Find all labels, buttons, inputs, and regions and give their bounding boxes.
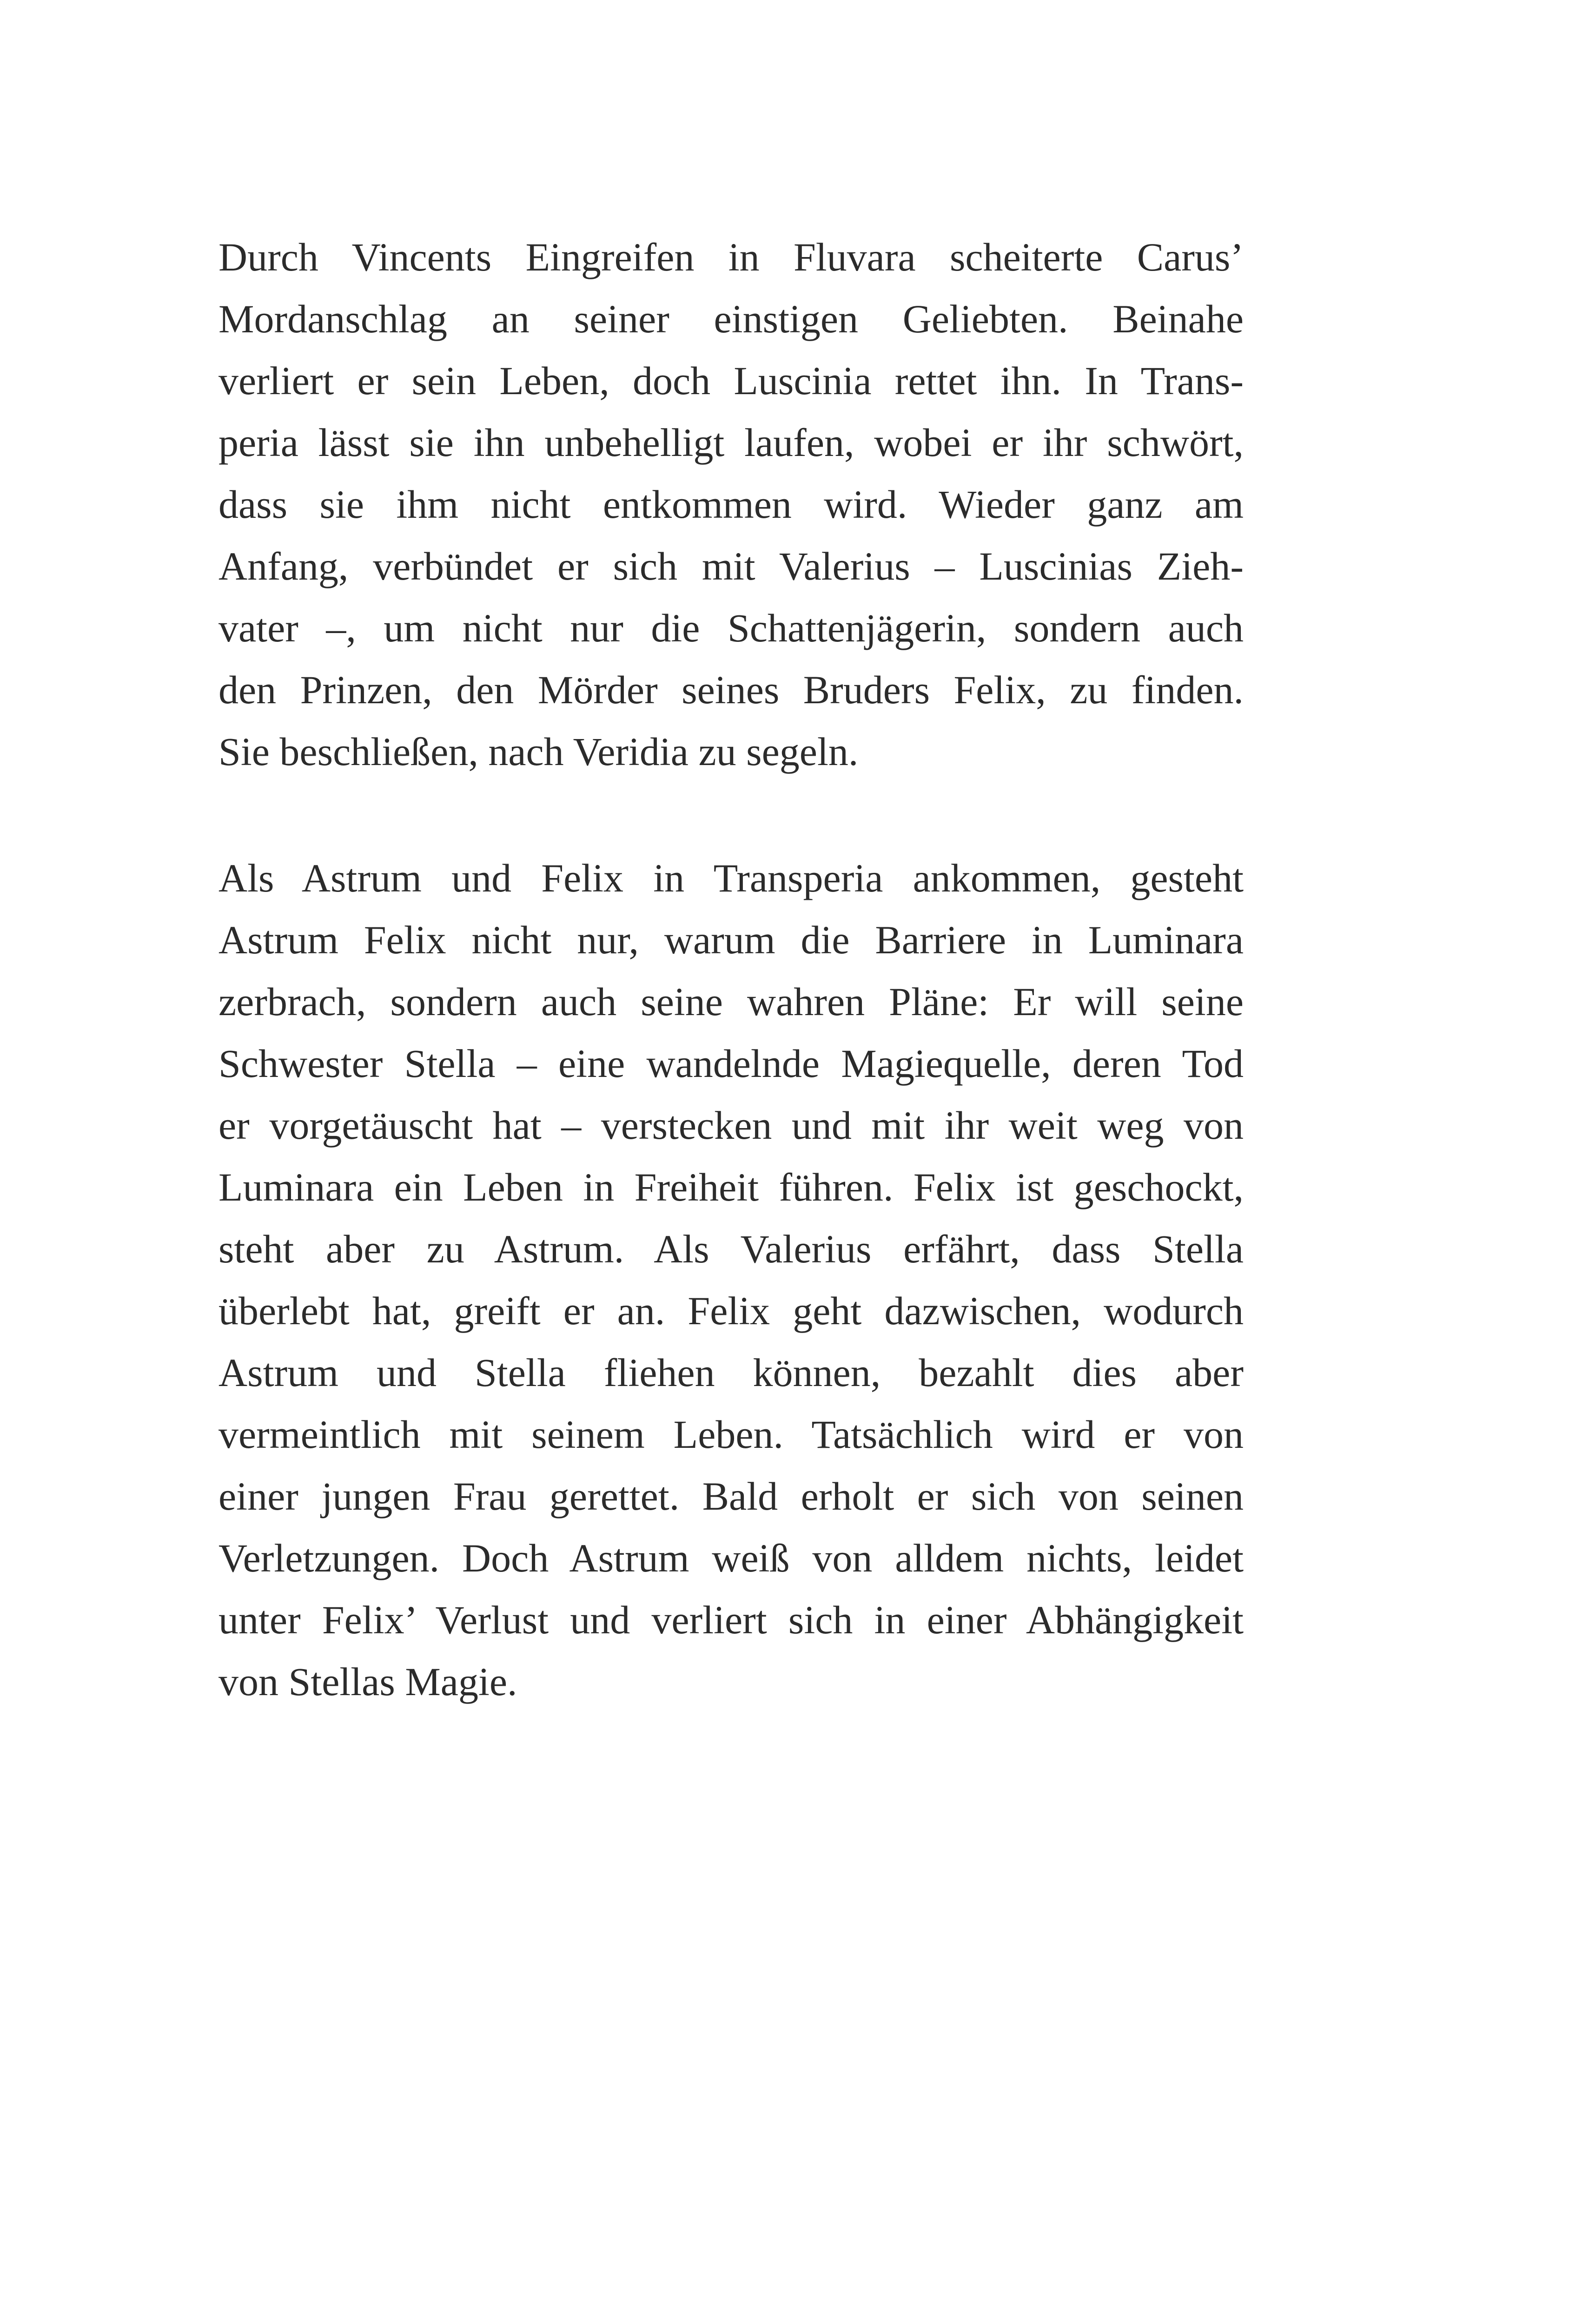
text-line: Astrum Felix nicht nur, warum die Barriere in Luminara [218, 918, 1244, 962]
text-line: Schwester Stella – eine wandelnde Magiequelle, deren Tod [218, 1041, 1244, 1086]
text-line: Astrum und Stella fliehen können, bezahlt dies aber [218, 1350, 1244, 1395]
text-line: Verletzungen. Doch Astrum weiß von alldem nichts, leidet [218, 1536, 1244, 1580]
paragraph-2 [218, 847, 1244, 1713]
text-line: vermeintlich mit seinem Leben. Tatsächlich wird er von [218, 1412, 1244, 1457]
text-line: einer jungen Frau gerettet. Bald erholt er sich von seinen [218, 1474, 1244, 1519]
text-line: dass sie ihm nicht entkommen wird. Wieder ganz am [218, 482, 1244, 527]
text-line: Als Astrum und Felix in Transperia ankommen, gesteht [218, 856, 1244, 900]
text-line: Durch Vincents Eingreifen in Fluvara scheiterte Carus’ [218, 235, 1244, 279]
text-line: steht aber zu Astrum. Als Valerius erfährt, dass Stella [218, 1227, 1244, 1271]
text-line: unter Felix’ Verlust und verliert sich in einer Abhängigkeit [218, 1598, 1244, 1642]
text-line: peria lässt sie ihn unbehelligt laufen, wobei er ihr schwört, [218, 420, 1244, 465]
text-line: Luminara ein Leben in Freiheit führen. Felix ist geschockt, [218, 1165, 1244, 1209]
text-line: den Prinzen, den Mörder seines Bruders Felix, zu finden. [218, 667, 1244, 712]
text-line: er vorgetäuscht hat – verstecken und mit ihr weit weg von [218, 1103, 1244, 1148]
paragraph-1 [218, 226, 1244, 783]
text-line: verliert er sein Leben, doch Luscinia rettet ihn. In Trans- [218, 358, 1244, 403]
text-line: überlebt hat, greift er an. Felix geht dazwischen, wodurch [218, 1288, 1244, 1333]
text-line: zerbrach, sondern auch seine wahren Pläne: Er will seine [218, 979, 1244, 1024]
text-line: von Stellas Magie. [218, 1659, 517, 1704]
text-line: vater –, um nicht nur die Schattenjägerin, sondern auch [218, 606, 1244, 650]
text-line: Sie beschließen, nach Veridia zu segeln. [218, 729, 859, 774]
text-line: Mordanschlag an seiner einstigen Geliebten. Beinahe [218, 297, 1244, 341]
text-line: Anfang, verbündet er sich mit Valerius – Luscinias Zieh- [218, 544, 1244, 588]
